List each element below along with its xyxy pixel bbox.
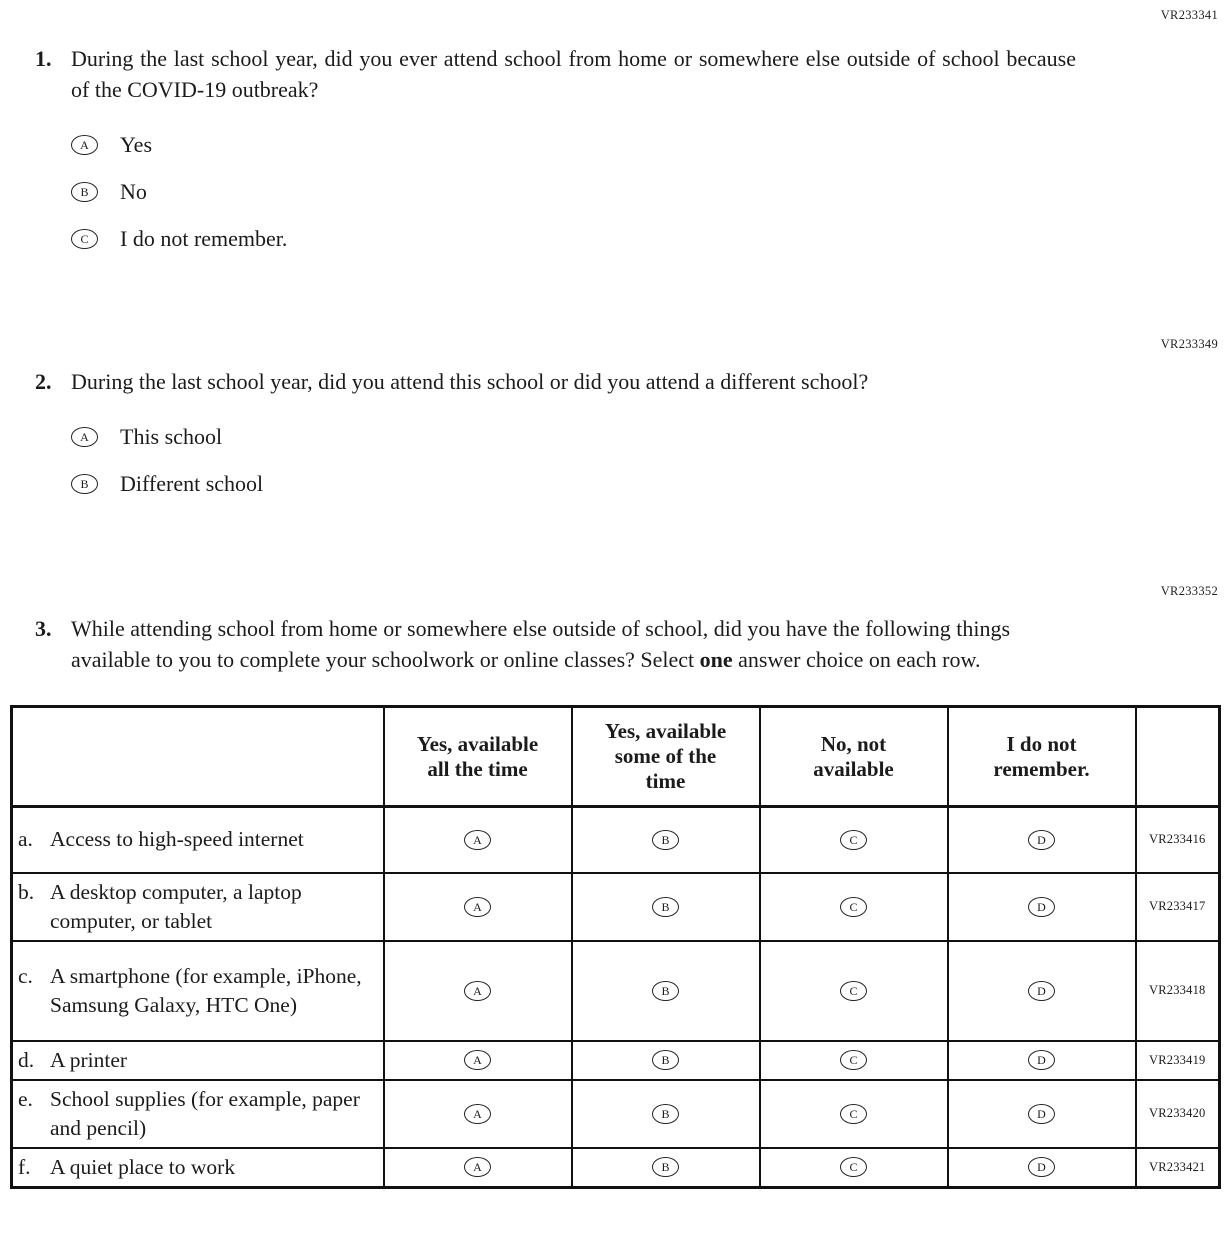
choice-bubble-a[interactable]: A (464, 1104, 491, 1124)
choice-bubble-b[interactable]: B (71, 182, 98, 202)
choice-bubble-b[interactable]: B (71, 474, 98, 494)
cell-b (572, 1080, 760, 1148)
question3-text-after: answer choice on each row. (732, 647, 981, 672)
question-1 (35, 43, 1098, 253)
row-letter: a. (18, 827, 33, 852)
row-code: VR233420 (1136, 1080, 1220, 1148)
choice-bubble-c[interactable]: C (840, 830, 867, 850)
choice-bubble-c[interactable]: C (840, 1157, 867, 1177)
row-code: VR233416 (1136, 807, 1220, 873)
option-label: No (120, 179, 147, 204)
row-label-smartphone (12, 941, 384, 1041)
question2-number: 2. (35, 369, 52, 394)
cell-a (384, 1148, 572, 1188)
choice-bubble-b[interactable]: B (652, 897, 679, 917)
header-blank (12, 707, 384, 807)
cell-a (384, 873, 572, 941)
choice-bubble-a[interactable]: A (464, 1050, 491, 1070)
cell-b (572, 941, 760, 1041)
choice-bubble-c[interactable]: C (71, 229, 98, 249)
cell-a (384, 1080, 572, 1148)
table-row (12, 807, 1220, 873)
availability-matrix-table (10, 705, 1221, 1189)
choice-bubble-d[interactable]: D (1028, 1104, 1055, 1124)
choice-bubble-b[interactable]: B (652, 1157, 679, 1177)
table-row (12, 1080, 1220, 1148)
cell-a (384, 807, 572, 873)
question1-options (71, 131, 1098, 253)
cell-d (948, 1041, 1136, 1080)
table-header-row (12, 707, 1220, 807)
row-code: VR233418 (1136, 941, 1220, 1041)
cell-b (572, 1148, 760, 1188)
option-label: This school (120, 424, 223, 449)
choice-bubble-d[interactable]: D (1028, 1050, 1055, 1070)
row-label-computer (12, 873, 384, 941)
cell-c (760, 941, 948, 1041)
row-letter: e. (18, 1086, 33, 1111)
choice-bubble-d[interactable]: D (1028, 1157, 1055, 1177)
row-letter: c. (18, 963, 33, 988)
choice-bubble-c[interactable]: C (840, 1050, 867, 1070)
cell-d (948, 1080, 1136, 1148)
choice-bubble-d[interactable]: D (1028, 830, 1055, 850)
question-2 (35, 366, 1098, 498)
table-row (12, 873, 1220, 941)
row-letter: f. (18, 1154, 31, 1179)
question-3 (35, 613, 1098, 675)
question1-number: 1. (35, 46, 52, 71)
row-label-supplies (12, 1080, 384, 1148)
question3-text-before: While attending school from home or somewhere else outside of school, did you have the following things available to you to complete your schoolwork or online classes? Select (71, 616, 1011, 672)
option-label: I do not remember. (120, 226, 288, 251)
question3-text-bold: one (699, 647, 733, 672)
question1-option-a[interactable] (71, 131, 1098, 159)
question2-options (71, 423, 1098, 498)
header-code-blank (1136, 707, 1220, 807)
row-text: Access to high-speed internet (50, 827, 304, 852)
row-code: VR233417 (1136, 873, 1220, 941)
choice-bubble-b[interactable]: B (652, 1104, 679, 1124)
table-row (12, 941, 1220, 1041)
choice-bubble-a[interactable]: A (464, 1157, 491, 1177)
row-code: VR233419 (1136, 1041, 1220, 1080)
row-code: VR233421 (1136, 1148, 1220, 1188)
choice-bubble-d[interactable]: D (1028, 897, 1055, 917)
question2-option-b[interactable] (71, 470, 1098, 498)
question1-code: VR233341 (1160, 8, 1218, 22)
question2-option-a[interactable] (71, 423, 1098, 451)
choice-bubble-a[interactable]: A (464, 897, 491, 917)
row-text: A smartphone (for example, iPhone, Samsung Galaxy, HTC One) (50, 963, 362, 1017)
choice-bubble-c[interactable]: C (840, 981, 867, 1001)
cell-b (572, 873, 760, 941)
question3-code: VR233352 (1160, 584, 1218, 598)
cell-c (760, 1080, 948, 1148)
question1-text: During the last school year, did you ever attend school from home or somewhere else outside of school because of the COVID-19 outbreak? (71, 46, 1076, 102)
choice-bubble-d[interactable]: D (1028, 981, 1055, 1001)
row-text: School supplies (for example, paper and pencil) (50, 1086, 360, 1140)
choice-bubble-b[interactable]: B (652, 981, 679, 1001)
option-label: Yes (120, 132, 153, 157)
question2-code: VR233349 (1160, 337, 1218, 351)
row-label-quiet-place (12, 1148, 384, 1188)
choice-bubble-c[interactable]: C (840, 1104, 867, 1124)
row-text: A printer (50, 1047, 128, 1072)
row-letter: d. (18, 1047, 35, 1072)
question3-number: 3. (35, 616, 52, 641)
cell-c (760, 873, 948, 941)
choice-bubble-a[interactable]: A (464, 981, 491, 1001)
header-no-not-available: No, not available (760, 707, 948, 807)
row-label-internet (12, 807, 384, 873)
question1-option-b[interactable] (71, 178, 1098, 206)
header-yes-all-time: Yes, available all the time (384, 707, 572, 807)
choice-bubble-a[interactable]: A (71, 427, 98, 447)
table-row (12, 1148, 1220, 1188)
cell-d (948, 807, 1136, 873)
cell-c (760, 1148, 948, 1188)
cell-c (760, 807, 948, 873)
cell-c (760, 1041, 948, 1080)
choice-bubble-c[interactable]: C (840, 897, 867, 917)
header-yes-some-time: Yes, available some of the time (572, 707, 760, 807)
choice-bubble-b[interactable]: B (652, 1050, 679, 1070)
choice-bubble-a[interactable]: A (71, 135, 98, 155)
header-do-not-remember: I do not remember. (948, 707, 1136, 807)
table-row (12, 1041, 1220, 1080)
choice-bubble-a[interactable]: A (464, 830, 491, 850)
cell-d (948, 873, 1136, 941)
row-text: A quiet place to work (50, 1154, 236, 1179)
cell-b (572, 807, 760, 873)
cell-a (384, 1041, 572, 1080)
cell-d (948, 1148, 1136, 1188)
row-text: A desktop computer, a laptop computer, or tablet (50, 879, 302, 933)
cell-a (384, 941, 572, 1041)
question1-option-c[interactable] (71, 225, 1098, 253)
question2-text: During the last school year, did you attend this school or did you attend a different school? (71, 369, 869, 394)
option-label: Different school (120, 471, 264, 496)
cell-d (948, 941, 1136, 1041)
row-label-printer (12, 1041, 384, 1080)
row-letter: b. (18, 879, 35, 904)
question3-text (71, 613, 1046, 675)
cell-b (572, 1041, 760, 1080)
choice-bubble-b[interactable]: B (652, 830, 679, 850)
